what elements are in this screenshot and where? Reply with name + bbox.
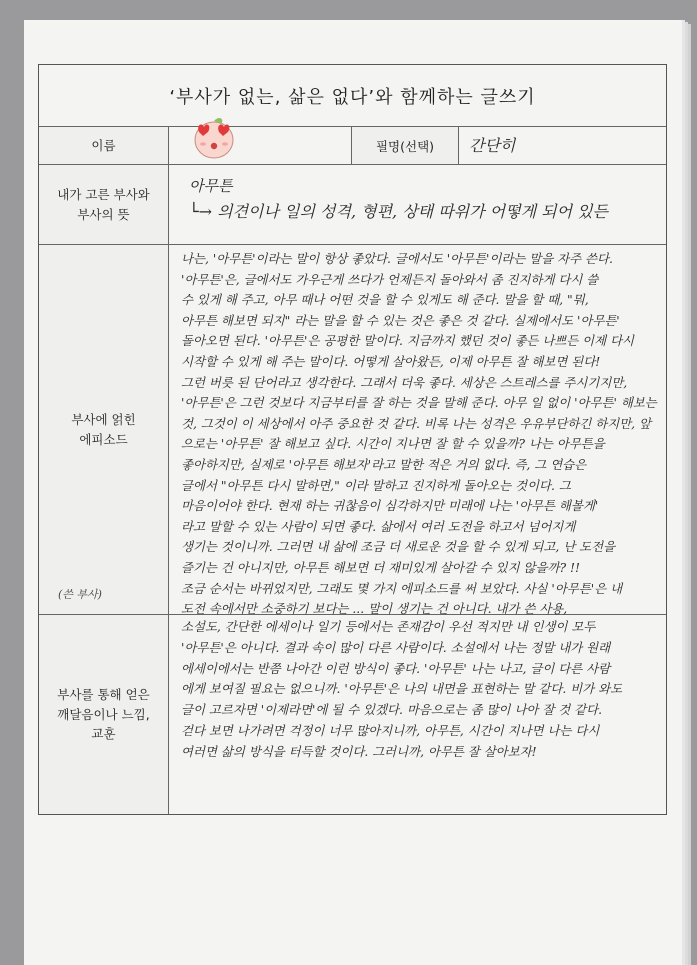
lesson-line: 글이 고르자면 '이제라면'에 될 수 있겠다. 마음으로는 좀 많이 나아 잘 것 같다. [181,702,603,718]
adverb-word: 아무튼 [189,177,233,195]
title-row [39,65,666,127]
episode-line: 나는, '아무튼'이라는 말이 항상 좋았다. 글에서도 '아무튼'이라는 말을 자주 쓴다. [181,251,613,266]
lesson-line: 에게 보여질 필요는 없으니까. '아무튼'은 나의 내면을 표현하는 말 같다. 비가 와도 [181,681,623,697]
episode-line: 글에서 "아무튼 다시 말하면," 이라 말하고 진지하게 돌아오는 것이다. 그 [181,477,571,493]
episode-line: 으로는 '아무튼' 잘 해보고 싶다. 시간이 지나면 잘 할 수 있을까? 나는 아무튼을 [181,436,605,452]
lesson-line: 소설도, 간단한 에세이나 일기 등에서는 존재감이 우선 적지만 내 인생이 모두 [181,619,596,634]
episode-label: 부사에 얽힌 에피소드 [39,245,169,614]
episode-line: 시작할 수 있게 해 주는 말이다. 어떻게 살아왔든, 이제 아무튼 잘 해보면 된다! [181,353,601,369]
adverb-row [39,165,666,245]
episode-line: 돌아오면 된다. '아무튼'은 공평한 말이다. 지금까지 했던 것이 좋든 나쁘든 이제 다시 [181,333,635,349]
episode-line: 아무튼 해보면 되지" 라는 말을 할 수 있는 것은 좋은 것 같다. 실제에서도 '아무튼' [181,312,620,328]
episode-line: 라고 말할 수 있는 사람이 되면 좋다. 삶에서 여러 도전을 하고서 넘어지게 [181,518,576,534]
episode-line: 생기는 것이니까. 그러면 내 삶에 조금 더 새로운 것을 할 수 있게 되고, 난 도전을 [181,539,616,555]
episode-text [181,249,659,620]
name-row [39,127,666,165]
episode-line: 그런 버릇 된 단어라고 생각한다. 그래서 더욱 좋다. 세상은 스트레스를 주시기지만, [181,374,628,390]
episode-line: '아무튼'은, 글에서도 가우근게 쓰다가 언제든지 돌아와서 좀 진지하게 다시 쓸 [181,271,599,287]
heart-eyes-sticker-icon [191,113,237,161]
penname-label: 필명(선택) [351,127,459,164]
penname-value: 간단히 [469,136,516,155]
worksheet-form [38,64,667,815]
worksheet-title: ‘부사가 없는, 삶은 없다’와 함께하는 글쓰기 [169,86,536,108]
lesson-line: '아무튼'은 아니다. 결과 속이 많이 다른 사람이다. 소설에서 나는 정말 내가 원래 [181,639,611,655]
episode-row [39,245,666,615]
adverb-meaning: └→ 의견이나 일의 성격, 형편, 상태 따위가 어떻게 되어 있든 [189,202,609,221]
adverb-label: 내가 고른 부사와 부사의 뜻 [39,165,169,244]
episode-line: 즐기는 건 아니지만, 아무튼 해보면 더 재미있게 살아갈 수 있지 않을까? !! [181,559,581,575]
side-note: (쓴 부사) [58,588,102,601]
episode-line: 도전 속에서만 소중하기 보다는 ... 말이 생기는 건 아니다. 내가 쓴 사용, [181,601,568,617]
worksheet-paper [24,20,682,965]
episode-line: '아무튼'은 그런 것보다 지금부터를 잘 하는 것을 말해 준다. 아무 일 없이 '아무튼' 해보는 [181,395,657,411]
lesson-line: 여러면 삶의 방식을 터득할 것이다. 그러니까, 아무튼 잘 살아보자! [181,743,537,759]
lesson-label: 부사를 통해 얻은 깨달음이나 느낌, 교훈 [39,615,169,814]
lesson-row [39,615,666,814]
episode-line: 마음이어야 한다. 현재 하는 귀찮음이 심각하지만 미래에 나는 '아무튼 해볼게' [181,498,599,514]
episode-line: 것, 그것이 이 세상에서 아주 중요한 것 같다. 비록 나는 성격은 우유부단하긴 하지만, 앞 [181,415,651,431]
lesson-line: 에세이에서는 반쯤 나아간 이런 방식이 좋다. '아무튼' 나는 나고, 글이 다른 사람 [181,660,611,676]
name-label: 이름 [39,127,169,164]
lesson-line: 걷다 보면 나가려면 걱정이 너무 많아지니까, 아무튼, 시간이 지나면 나는 다시 [181,722,600,738]
episode-line: 조금 순서는 바뀌었지만, 그래도 몇 가지 에피소드를 써 보았다. 사실 '아무튼'은 내 [181,580,623,596]
episode-line: 수 있게 해 주고, 아무 때나 어떤 것을 할 수 있게도 해 준다. 말을 할 때, "뭐, [181,292,589,308]
lesson-text [181,617,659,763]
episode-line: 좋아하지만, 실제로 '아무튼 해보자'라고 말한 적은 거의 없다. 즉, 그 연습은 [181,456,587,472]
